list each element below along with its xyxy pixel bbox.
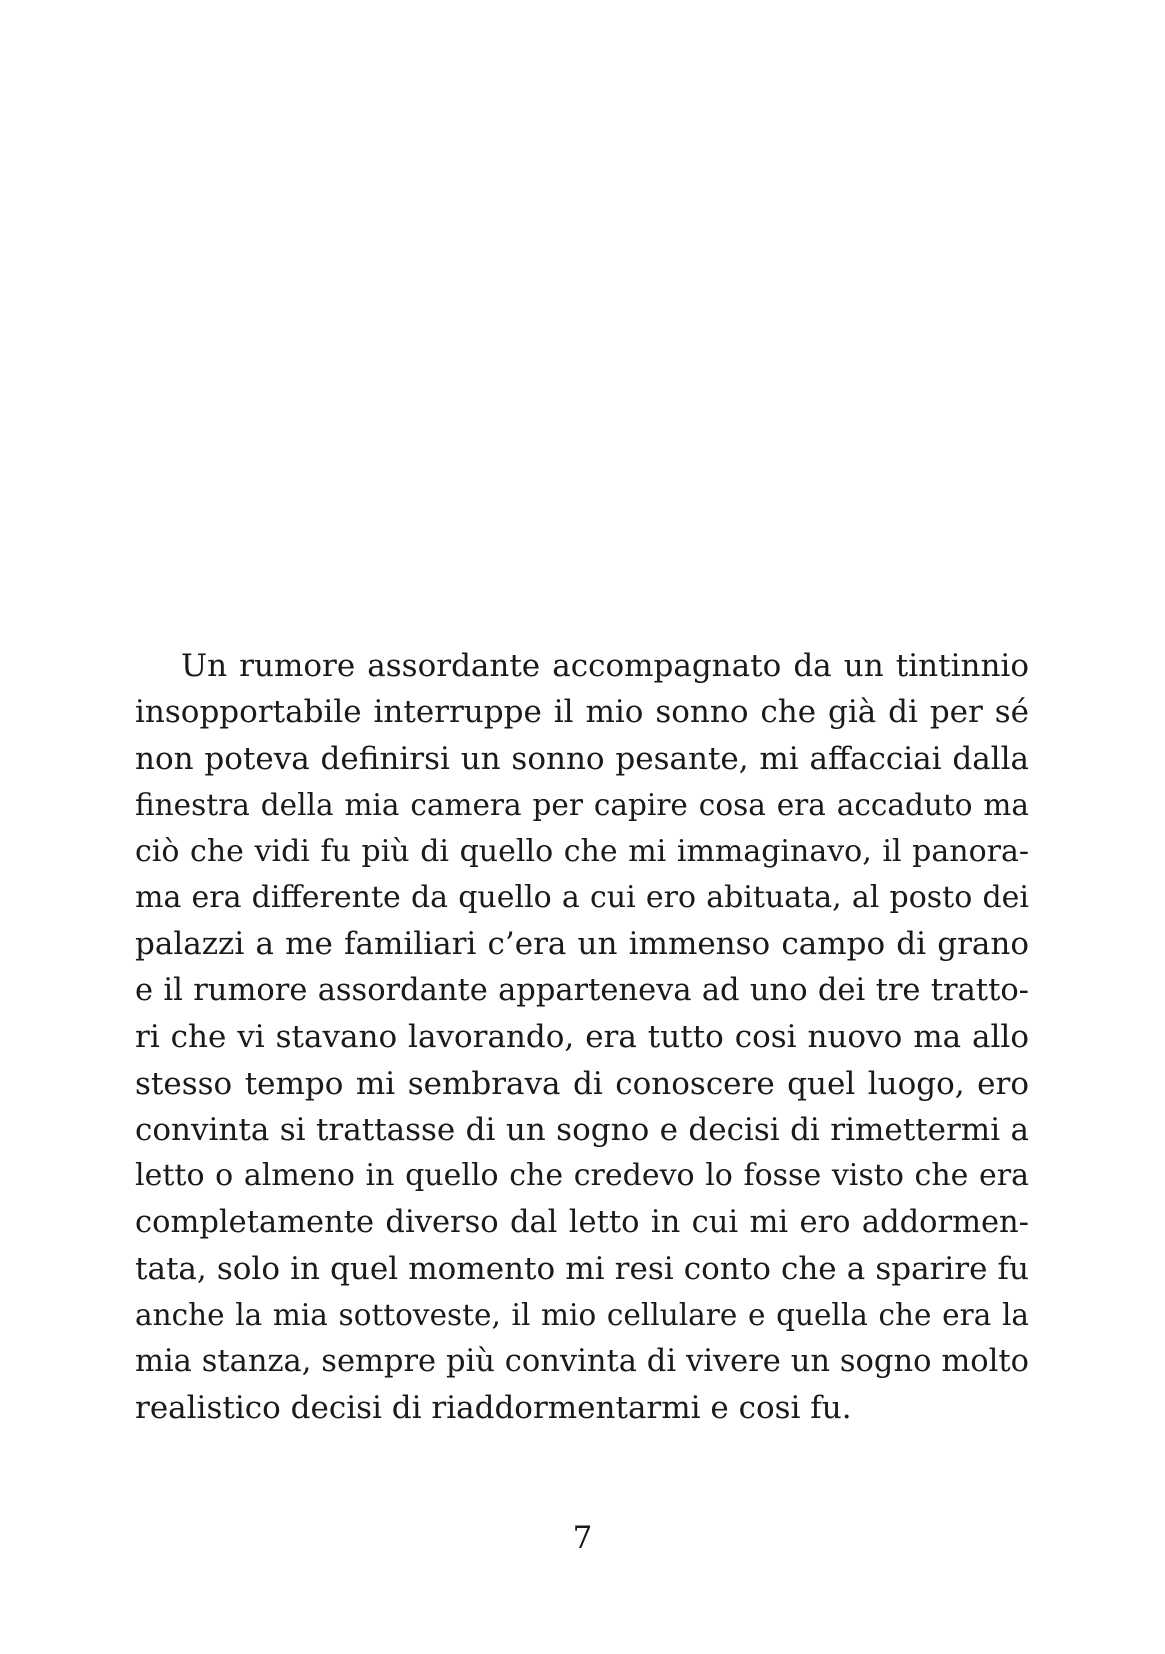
text-line: ma era differente da quello a cui ero abituata, al posto dei <box>135 879 1029 915</box>
text-line: ciò che vidi fu più di quello che mi immaginavo, il panora- <box>135 833 1029 869</box>
text-line: non poteva definirsi un sonno pesante, mi affacciai dalla <box>135 740 1029 777</box>
text-line: palazzi a me familiari c’era un immenso campo di grano <box>135 926 1029 963</box>
text-line: mia stanza, sempre più convinta di vivere un sogno molto <box>135 1343 1029 1379</box>
text-line: Un rumore assordante accompagnato da un tintinnio <box>181 648 1029 684</box>
text-line: ri che vi stavano lavorando, era tutto cosi nuovo ma allo <box>135 1019 1029 1056</box>
text-line: anche la mia sottoveste, il mio cellulare e quella che era la <box>135 1298 1029 1333</box>
text-line: finestra della mia camera per capire cosa era accaduto ma <box>135 788 1029 823</box>
text-line: e il rumore assordante apparteneva ad uno dei tre tratto- <box>135 972 1029 1008</box>
text-line: tata, solo in quel momento mi resi conto che a sparire fu <box>135 1251 1029 1288</box>
text-line: convinta si trattasse di un sogno e decisi di rimettermi a <box>135 1111 1029 1148</box>
text-line: completamente diverso dal letto in cui mi ero addormen- <box>135 1204 1029 1240</box>
text-line: realistico decisi di riaddormentarmi e cosi fu. <box>135 1390 852 1427</box>
text-line: letto o almeno in quello che credevo lo fosse visto che era <box>135 1158 1029 1194</box>
page-number: 7 <box>572 1520 593 1556</box>
text-line: stesso tempo mi sembrava di conoscere quel luogo, ero <box>135 1065 1029 1102</box>
body-paragraph <box>135 643 1029 1432</box>
text-line: insopportabile interruppe il mio sonno che già di per sé <box>135 694 1029 731</box>
